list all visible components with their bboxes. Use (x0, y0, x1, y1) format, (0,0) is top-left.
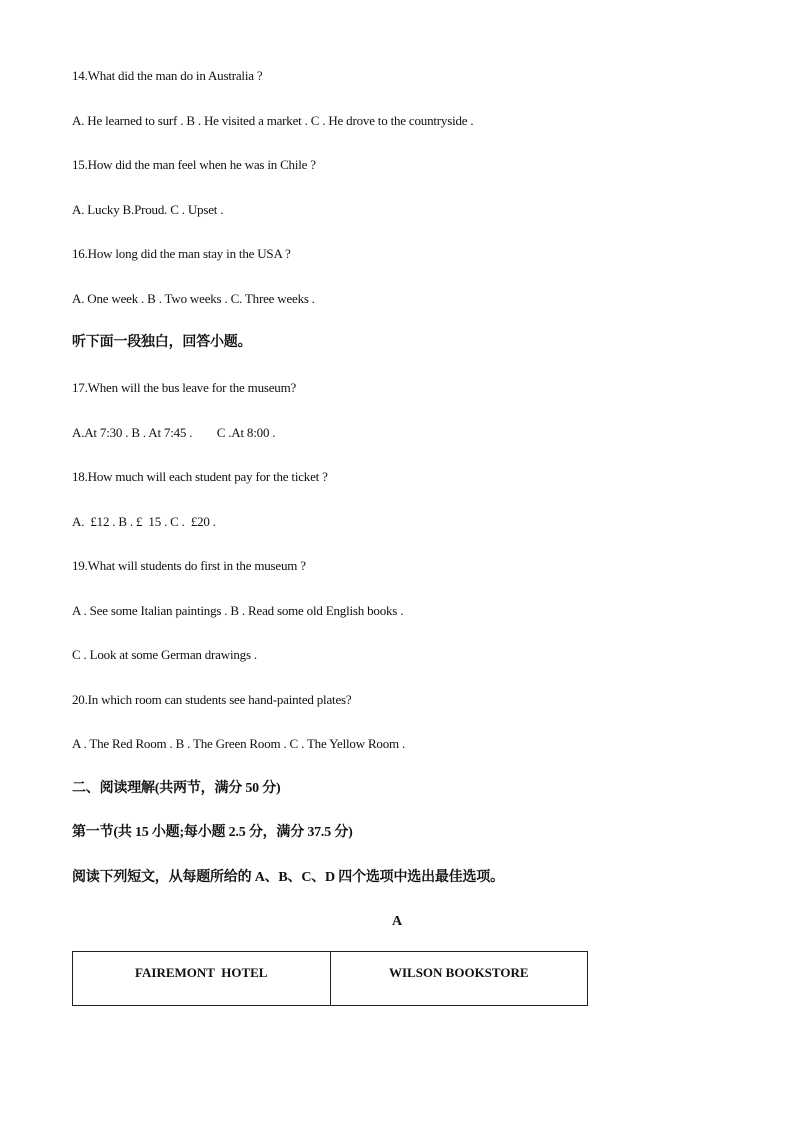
q16-question: 16.How long did the man stay in the USA ? (72, 246, 291, 261)
q16-options: A. One week . B . Two weeks . C. Three weeks . (72, 291, 315, 306)
q18-options: A. £12 . B . £ 15 . C . £20 . (72, 514, 216, 529)
part1-title: 第一节(共 15 小题;每小题 2.5 分，满分 37.5 分) (72, 825, 353, 840)
reading-instruction: 阅读下列短文，从每题所给的 A、B、C、D 四个选项中选出最佳选项。 (72, 870, 504, 885)
table-header-bookstore: WILSON BOOKSTORE (330, 952, 588, 1005)
q14-options: A. He learned to surf . B . He visited a market . C . He drove to the countryside . (72, 113, 474, 128)
q15-question: 15.How did the man feel when he was in Chile ? (72, 157, 316, 172)
hotel-bookstore-table (72, 951, 588, 1006)
q15-options: A. Lucky B.Proud. C . Upset . (72, 202, 224, 217)
q14-question: 14.What did the man do in Australia ? (72, 68, 263, 83)
q17-question: 17.When will the bus leave for the museum? (72, 380, 297, 395)
q19-question: 19.What will students do first in the museum ? (72, 558, 306, 573)
q17-options: A.At 7:30 . B . At 7:45 . C .At 8:00 . (72, 425, 276, 440)
q18-question: 18.How much will each student pay for the ticket ? (72, 469, 328, 484)
section2-title: 二、阅读理解(共两节，满分 50 分) (72, 781, 281, 796)
table-header-hotel: FAIREMONT HOTEL (135, 965, 268, 980)
q19-options-line2: C . Look at some German drawings . (72, 647, 257, 662)
q20-question: 20.In which room can students see hand-painted plates? (72, 692, 352, 707)
q20-options: A . The Red Room . B . The Green Room . C . The Yellow Room . (72, 736, 406, 751)
passage-label: A (391, 914, 403, 929)
monologue-instruction: 听下面一段独白，回答小题。 (72, 335, 252, 350)
q19-options-line1: A . See some Italian paintings . B . Read some old English books . (72, 603, 404, 618)
